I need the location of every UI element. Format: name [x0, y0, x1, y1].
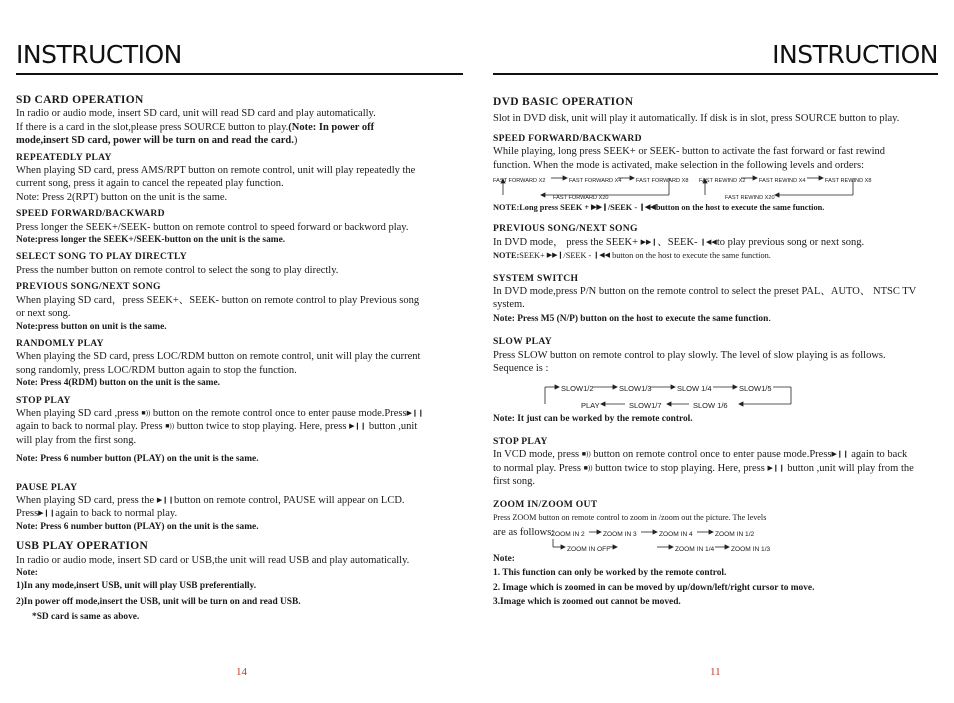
- slow-level: SLOW1/3: [619, 383, 652, 393]
- slow-level: SLOW1/7: [629, 400, 662, 410]
- zoom-title: ZOOM IN/ZOOM OUT: [493, 498, 598, 510]
- zoom-note-2: 2. Image which is zoomed in can be moved by up/down/left/right cursor to move.: [493, 583, 815, 594]
- prev-next-text: When playing SD card，press SEEK+、SEEK- button on remote control to play Previous song or next song.: [16, 294, 420, 320]
- zoom-level: ZOOM IN 1/2: [715, 531, 755, 539]
- random-text: When playing the SD card, press LOC/RDM button on remote control, unit will play the current song randomly, press LOC/RDM button again to stop the function.: [16, 351, 421, 376]
- zoom-note-3: 3.Image which is zoomed out cannot be moved.: [493, 596, 681, 607]
- slow-play-note: Note: It just can be worked by the remote control.: [493, 413, 693, 424]
- next-track-icon: ▶▶❙: [591, 203, 608, 212]
- play-pause-icon: ▶❙❙: [831, 450, 849, 459]
- prev-track-icon: ❙◀◀: [700, 237, 717, 246]
- system-switch-title: SYSTEM SWITCH: [493, 272, 579, 284]
- fr-level: FAST REWIND X8: [825, 178, 872, 185]
- page-header: INSTRUCTION: [772, 40, 938, 69]
- zoom-level: ZOOM IN 4: [659, 531, 693, 539]
- prev-next-title: PREVIOUS SONG/NEXT SONG: [493, 223, 638, 235]
- zoom-level: ZOOM IN 2: [551, 531, 585, 539]
- stop-icon: ■)): [165, 422, 175, 431]
- usb-note-label: Note:: [16, 568, 38, 578]
- ff-level: FAST FORWARD X20: [553, 195, 609, 202]
- fr-level: FAST REWIND X4: [759, 178, 806, 185]
- sd-card-text: In radio or audio mode, insert SD card, unit will read SD card and play automatically. If there is a card in the slot,please press SOURCE button to play.(Note: In power off mode,insert SD card, power will be turn on and read the card.): [16, 108, 376, 147]
- random-note: Note: Press 4(RDM) button on the unit is the same.: [16, 378, 220, 389]
- right-column: [493, 96, 918, 609]
- stop-icon: ■)): [141, 408, 151, 417]
- header-rule: [16, 73, 463, 75]
- ff-level: FAST FORWARD X8: [636, 178, 689, 185]
- sd-card-title: SD CARD OPERATION: [16, 94, 144, 106]
- pause-note: Note: Press 6 number button (PLAY) on the unit is the same.: [16, 521, 259, 532]
- pause-text: When playing SD card, press the ▶❙❙button on remote control, PAUSE will appear on LCD. Press▶❙❙again to back to normal play.: [16, 494, 405, 520]
- slow-level: SLOW 1/4: [677, 383, 712, 393]
- usb-note-1: 1)In any mode,insert USB, unit will play USB preferentially.: [16, 581, 257, 592]
- slow-level: SLOW1/2: [561, 383, 594, 393]
- system-switch-note: Note: Press M5 (N/P) button on the host to execute the same function.: [493, 312, 771, 324]
- fr-level: FAST REWIND X20: [725, 195, 775, 202]
- page-header: INSTRUCTION: [16, 40, 182, 69]
- dvd-text: Slot in DVD disk, unit will play it automatically. If disk is in slot, press SOURCE button to play.: [493, 113, 900, 125]
- usb-note-2: 2)In power off mode,insert the USB, unit will be turn on and read USB.: [16, 596, 301, 607]
- zoom-level: ZOOM IN OFF: [567, 546, 611, 554]
- fast-forward-rewind-diagram: [493, 175, 918, 201]
- speed-text: While playing, long press SEEK+ or SEEK- button to activate the fast forward or fast rewind function. When the mode is activated, make selection in the following levels and orders:: [493, 146, 885, 171]
- zoom-note-label: Note:: [493, 554, 515, 565]
- dvd-title: DVD BASIC OPERATION: [493, 96, 634, 108]
- usb-text: In radio or audio mode, insert SD card or USB,the unit will read USB and play automatically.: [16, 554, 410, 566]
- play-pause-icon: ▶❙❙: [349, 422, 367, 431]
- repeat-text: When playing SD card, press AMS/RPT button on remote control, unit will play repeatedly the current song, press it again to cancel the repeated play function.: [16, 165, 416, 190]
- ff-level: FAST FORWARD X4: [569, 178, 622, 185]
- stop-text: When playing SD card ,press ■)) button on the remote control once to enter pause mode.Press▶❙❙ again to back to normal play. Press ■)) button twice to stop playing. Here, press ▶❙❙ button ,unit will play from the first song.: [16, 407, 424, 446]
- stop-note: Note: Press 6 number button (PLAY) on the unit is the same.: [16, 454, 259, 465]
- stop-icon: ■)): [583, 463, 593, 472]
- next-track-icon: ▶▶❙: [640, 237, 658, 246]
- prev-next-title: PREVIOUS SONG/NEXT SONG: [16, 281, 161, 293]
- zoom-diagram: [493, 527, 918, 553]
- slow-level: SLOW1/5: [739, 383, 772, 393]
- speed-title: SPEED FORWARD/BACKWARD: [16, 208, 165, 220]
- play-pause-icon: ▶❙❙: [406, 408, 424, 417]
- prev-next-text: In DVD mode， press the SEEK+ ▶▶❙、SEEK- ❙◀◀to play previous song or next song.: [493, 236, 865, 248]
- prev-track-icon: ❙◀◀: [593, 251, 611, 260]
- repeat-note: Note: Press 2(RPT) button on the unit is the same.: [16, 191, 228, 203]
- zoom-note-1: 1. This function can only be worked by the remote control.: [493, 567, 727, 578]
- pause-title: PAUSE PLAY: [16, 481, 78, 493]
- slow-play-text: Press SLOW button on remote control to play slowly. The level of slow playing is as follows. Sequence is :: [493, 349, 886, 375]
- slow-play-diagram: [493, 381, 918, 411]
- prev-track-icon: ❙◀◀: [639, 203, 656, 212]
- zoom-level: ZOOM IN 1/4: [675, 546, 715, 554]
- ff-level: FAST FORWARD X2: [493, 178, 546, 185]
- slow-level: SLOW 1/6: [693, 400, 728, 410]
- slow-level: PLAY: [581, 400, 600, 410]
- header-rule: [493, 73, 938, 75]
- page-number: 14: [236, 666, 247, 678]
- speed-text: Press longer the SEEK+/SEEK- button on remote control to speed forward or backword play.: [16, 221, 409, 233]
- select-text: Press the number button on remote control to select the song to play directly.: [16, 264, 339, 276]
- prev-next-note: Note:press button on unit is the same.: [16, 321, 167, 332]
- prev-next-note: NOTE:SEEK+ ▶▶❙/SEEK - ❙◀◀ button on the host to execute the same function.: [493, 251, 771, 261]
- left-column: [16, 94, 428, 625]
- zoom-level: ZOOM IN 1/3: [731, 546, 771, 554]
- stop-title: STOP PLAY: [16, 394, 71, 406]
- select-title: SELECT SONG TO PLAY DIRECTLY: [16, 251, 188, 263]
- random-title: RANDOMLY PLAY: [16, 337, 104, 349]
- fr-level: FAST REWIND X2: [699, 178, 746, 185]
- speed-title: SPEED FORWARD/BACKWARD: [493, 132, 642, 144]
- usb-note-3: *SD card is same as above.: [32, 612, 140, 623]
- slow-play-title: SLOW PLAY: [493, 336, 552, 348]
- usb-title: USB PLAY OPERATION: [16, 540, 149, 553]
- stop-text: In VCD mode, press ■)) button on remote control once to enter pause mode.Press▶❙❙ again to back to normal play. Press ■)) button twice to stop playing. Here, press ▶❙❙ button ,unit will play from the first song.: [493, 449, 914, 488]
- repeat-title: REPEATEDLY PLAY: [16, 151, 112, 163]
- play-pause-icon: ▶❙❙: [156, 495, 174, 504]
- sd-card-note: (Note: In power off mode,insert SD card, power will be turn on and read the card.: [16, 121, 375, 147]
- zoom-level: ZOOM IN 3: [603, 531, 637, 539]
- page-number: 11: [710, 666, 721, 678]
- next-track-icon: ▶▶❙: [546, 251, 564, 260]
- zoom-text: Press ZOOM button on remote control to zoom in /zoom out the picture. The levels: [493, 512, 767, 522]
- right-page: [477, 0, 954, 703]
- system-switch-text: In DVD mode,press P/N button on the remote control to select the preset PAL、AUTO、 NTSC TV system.: [493, 286, 917, 311]
- stop-title: STOP PLAY: [493, 435, 548, 447]
- stop-icon: ■)): [581, 450, 591, 459]
- play-pause-icon: ▶❙❙: [38, 509, 56, 518]
- speed-note: NOTE:Long press SEEK + ▶▶❙/SEEK - ❙◀◀button on the host to execute the same function.: [493, 203, 825, 213]
- speed-note: Note:press longer the SEEK+/SEEK-button on the unit is the same.: [16, 235, 286, 246]
- play-pause-icon: ▶❙❙: [767, 463, 785, 472]
- zoom-text-2: are as follows:: [493, 527, 555, 539]
